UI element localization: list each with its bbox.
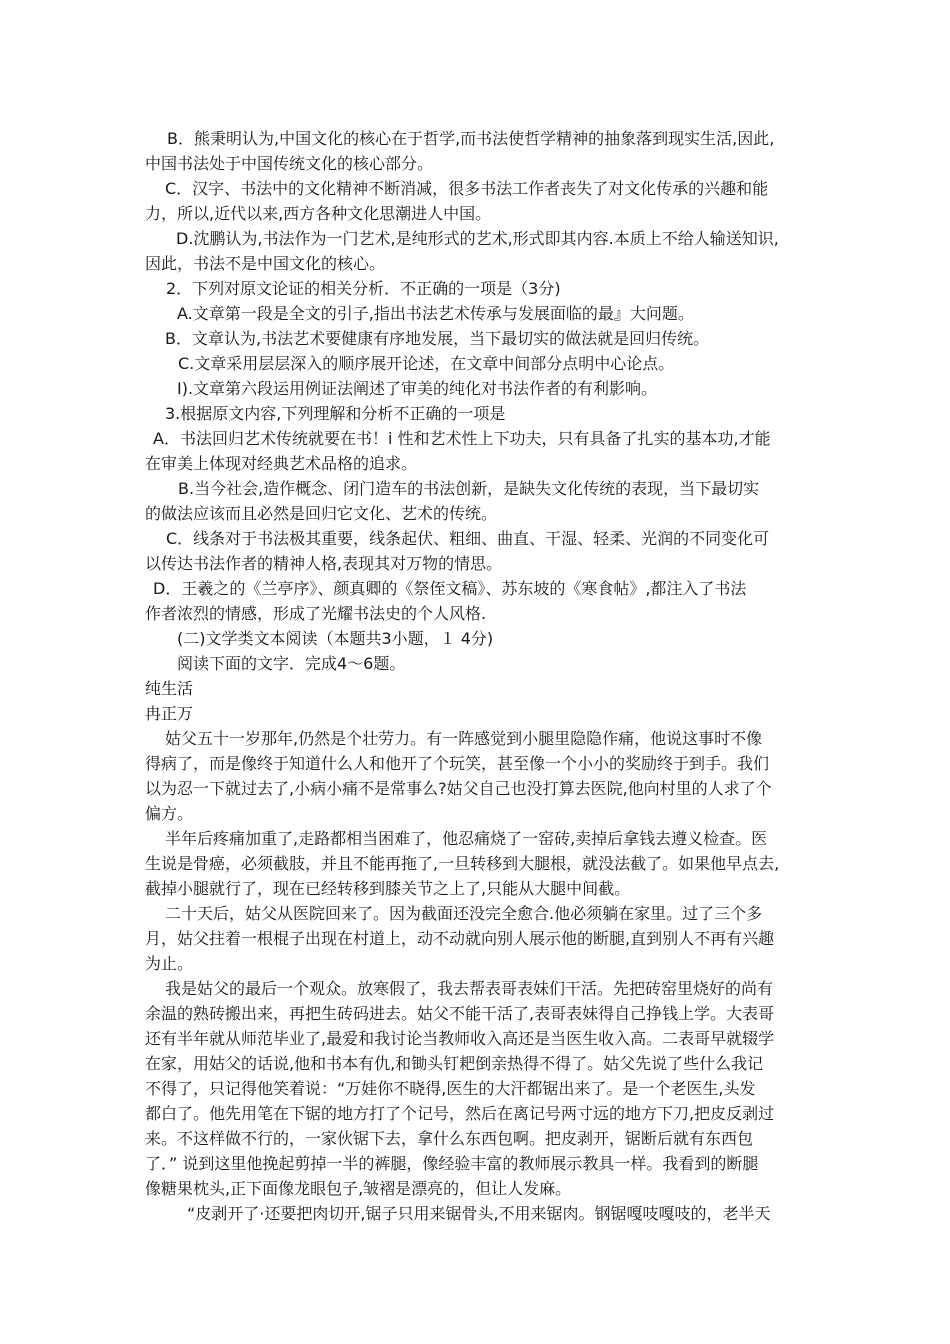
text-line-4: 力，所以,近代以来,西方各种文化思潮进人中国。 — [145, 204, 492, 223]
text-line-37: 还有半年就从师范毕业了,最爱和我讨论当教师收入高还是当医生收入高。二表哥早就辍学 — [145, 1029, 775, 1048]
text-line-26: 得病了，而是像终于知道什么人和他开了个玩笑，甚至像一个小小的奖励终于到手。我们 — [145, 754, 770, 773]
text-line-28: 偏方。 — [145, 804, 194, 823]
text-line-39: 不得了，只记得他笑着说：“万娃你不晓得,医生的大汗都锯出来了。是一个老医生,头发 — [145, 1079, 756, 1098]
text-line-27: 以为忍一下就过去了,小病小痛不是常事么?姑父自己也没打算去医院,他向村里的人求了个 — [145, 779, 772, 798]
text-line-35: 我是姑父的最后一个观众。放寒假了，我去帮表哥表妹们干活。先把砖窑里烧好的尚有 — [165, 979, 774, 998]
text-line-29: 半年后疼痛加重了,走路都相当困难了，他忍痛烧了一窑砖,卖掉后拿钱去遵义检查。医 — [165, 829, 768, 848]
text-line-10: C.文章采用层层深入的顺序展开论述，在文章中间部分点明中心论点。 — [178, 354, 675, 373]
text-line-31: 截掉小腿就行了，现在已经转移到膝关节之上了,只能从大腿中间截。 — [145, 879, 631, 898]
text-line-8: A.文章第一段是全文的引子,指出书法艺术传承与发展面临的最』大问题。 — [177, 304, 694, 323]
text-line-40: 都白了。他先用笔在下锯的地方打了个记号，然后在离记号两寸远的地方下刀,把皮反剥过 — [145, 1104, 775, 1123]
text-line-38: 在家，用姑父的话说,他和书本有仇,和锄头钉耙倒亲热得不得了。姑父先说了些什么我记 — [145, 1054, 764, 1073]
text-line-24: 冉正万 — [145, 704, 194, 723]
text-line-21: (二)文学类文本阅读（本题共3小题，１ 4分) — [177, 629, 494, 648]
text-line-19: D．王羲之的《兰亭序》、颜真卿的《祭侄文稿》、苏东坡的《寒食帖》,都注入了书法 — [153, 579, 747, 598]
text-line-23: 纯生活 — [145, 679, 194, 698]
text-line-17: C．线条对于书法极其重要，线条起伏、粗细、曲直、干湿、轻柔、光润的不同变化可 — [166, 529, 770, 548]
text-line-16: 的做法应该而且必然是回归它文化、艺术的传统。 — [145, 504, 498, 523]
text-line-41: 来。不这样做不行的，一家伙锯下去，拿什么东西包啊。把皮剥开，锯断后就有东西包 — [145, 1129, 754, 1148]
text-line-30: 生说是骨癌，必须截肢，并且不能再拖了,一旦转移到大腿根，就没法截了。如果他早点去, — [145, 854, 780, 873]
text-line-20: 作者浓烈的情感，形成了光耀书法史的个人风格. — [145, 604, 487, 623]
text-line-11: I).文章第六段运用例证法阐述了审美的纯化对书法作者的有利影响。 — [177, 379, 658, 398]
text-line-43: 像糖果枕头,正下面像龙眼包子,皱褶是漂亮的，但让人发麻。 — [145, 1179, 572, 1198]
text-line-32: 二十天后，姑父从医院回来了。因为截面还没完全愈合.他必须躺在家里。过了三个多 — [165, 904, 763, 923]
text-line-3: C．汉字、书法中的文化精神不断消减，很多书法工作者丧失了对文化传承的兴趣和能 — [165, 179, 769, 198]
text-line-7: 2．下列对原文论证的相关分析．不正确的一项是（3分) — [166, 279, 561, 298]
text-line-2: 中国书法处于中国传统文化的核心部分。 — [145, 154, 434, 173]
text-line-34: 为止。 — [145, 954, 194, 973]
text-line-12: 3.根据原文内容,下列理解和分析不正确的一项是 — [165, 404, 506, 423]
text-line-6: 因此，书法不是中国文化的核心。 — [145, 254, 386, 273]
text-line-22: 阅读下面的文字．完成4～6题。 — [177, 654, 406, 673]
text-line-9: B．文章认为,书法艺术要健康有序地发展，当下最切实的做法就是回归传统。 — [165, 329, 710, 348]
text-line-14: 在审美上体现对经典艺术品格的追求。 — [145, 454, 418, 473]
text-line-25: 姑父五十一岁那年,仍然是个壮劳力。有一阵感觉到小腿里隐隐作痛，他说这事时不像 — [165, 729, 763, 748]
text-line-1: B．熊秉明认为,中国文化的核心在于哲学,而书法使哲学精神的抽象落到现实生活,因此, — [167, 129, 775, 148]
text-line-36: 余温的熟砖搬出来，再把生砖码进去。姑父不能干活了,表哥表妹得自己挣钱上学。大表哥 — [145, 1004, 775, 1023]
text-line-5: D.沈鹏认为,书法作为一门艺术,是纯形式的艺术,形式即其内容.本质上不给人输送知识, — [176, 229, 779, 248]
text-line-13: A．书法回归艺术传统就要在书！i 性和艺术性上下功夫，只有具备了扎实的基本功,才能 — [153, 429, 771, 448]
text-line-44: “皮剥开了·还要把肉切开,锯子只用来锯骨头,不用来锯肉。钢锯嘎吱嘎吱的，老半天 — [187, 1204, 771, 1223]
text-line-42: 了．” 说到这里他挽起剪掉一半的裤腿，像经验丰富的教师展示教具一样。我看到的断腿 — [145, 1154, 759, 1173]
text-line-15: B.当今社会,造作概念、闭门造车的书法创新，是缺失文化传统的表现，当下最切实 — [178, 479, 760, 498]
text-line-33: 月，姑父拄着一根棍子出现在村道上，动不动就向别人展示他的断腿,直到别人不再有兴趣 — [145, 929, 775, 948]
text-line-18: 以传达书法作者的精神人格,表现其对万物的情思。 — [145, 554, 503, 573]
